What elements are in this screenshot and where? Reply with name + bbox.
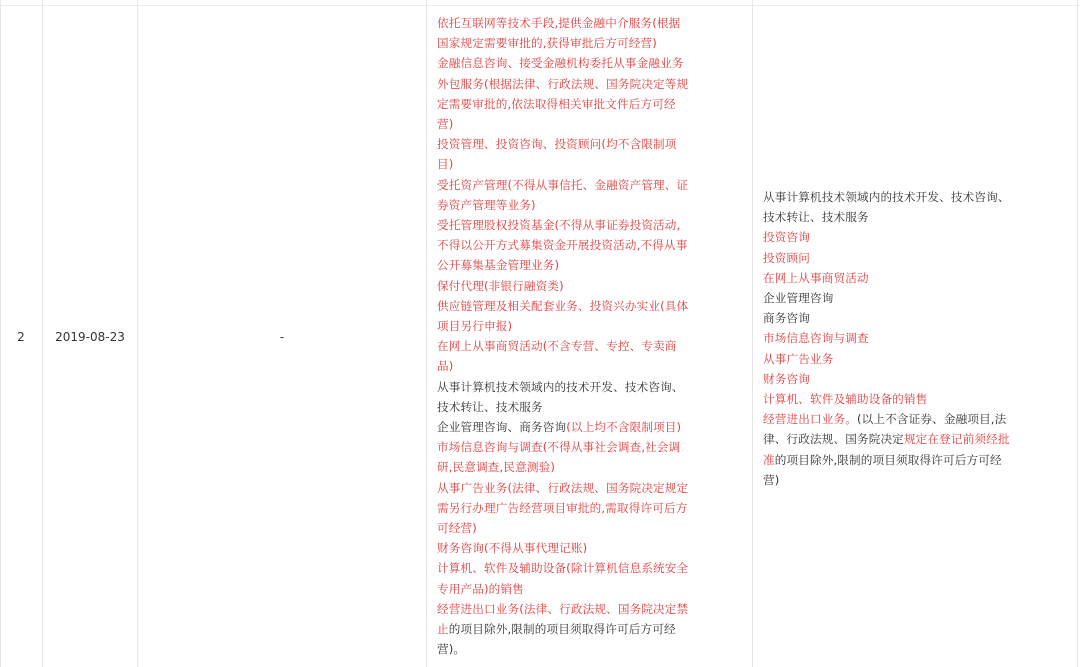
highlighted-text: 投资顾问: [763, 250, 810, 265]
text-line: [437, 377, 747, 397]
highlighted-text: 公开募集基金管理业务): [437, 258, 560, 273]
highlighted-text: 市场信息咨询与调查: [763, 331, 869, 346]
highlighted-text: 投资咨询: [763, 230, 810, 245]
text-line: [437, 53, 747, 73]
change-item: -: [279, 329, 285, 344]
text-line: [437, 579, 747, 599]
highlighted-text: 市场信息咨询与调查(不得从事社会调查,社会调: [437, 440, 681, 455]
column-divider: [426, 0, 427, 667]
plain-text: 从事计算机技术领域内的技术开发、技术咨询、: [437, 379, 684, 394]
row-index-cell: [0, 6, 42, 667]
text-line: [763, 389, 1073, 409]
plain-text: 技术转让、技术服务: [763, 210, 869, 225]
highlighted-text: 财务咨询(不得从事代理记账): [437, 541, 588, 556]
text-line: [437, 175, 747, 195]
text-line: [437, 74, 747, 94]
text-line: [437, 498, 747, 518]
highlighted-text: 在网上从事商贸活动(不含专营、专控、专卖商: [437, 339, 677, 354]
highlighted-text: 营): [437, 117, 454, 132]
plain-text: 的项目除外,限制的项目须取得许可后方可经: [774, 452, 1002, 467]
plain-text: 营): [763, 472, 780, 487]
highlighted-text: 品): [437, 359, 454, 374]
text-line: [437, 13, 747, 33]
text-line: [437, 619, 747, 639]
after-change-text: [763, 187, 1073, 490]
text-line: [437, 134, 747, 154]
plain-text: 商务咨询: [763, 311, 810, 326]
highlighted-text: 依托互联网等技术手段,提供金融中介服务(根据: [437, 16, 681, 30]
text-line: [763, 328, 1073, 348]
text-line: [763, 207, 1073, 227]
text-line: [437, 154, 747, 174]
highlighted-text: 保付代理(非银行融资类): [437, 278, 564, 293]
text-line: [763, 248, 1073, 268]
text-line: [763, 268, 1073, 288]
highlighted-text: 可经营): [437, 521, 477, 536]
highlighted-text: 止: [437, 622, 449, 637]
text-line: [437, 215, 747, 235]
highlighted-text: 从事广告业务(法律、行政法规、国务院决定规定: [437, 480, 689, 495]
highlighted-text: 受托资产管理(不得从事信托、金融资产管理、证: [437, 177, 689, 192]
plain-text: 律、行政法规、国务院决定: [763, 432, 904, 447]
plain-text: 营)。: [437, 642, 466, 657]
highlighted-text: 项目另行申报): [437, 319, 513, 334]
text-line: [763, 308, 1073, 328]
text-line: [763, 409, 1073, 429]
highlighted-text: 计算机、软件及辅助设备的销售: [763, 392, 928, 407]
highlighted-text: 从事广告业务: [763, 351, 834, 366]
text-line: [437, 276, 747, 296]
highlighted-text: 国家规定需要审批的,获得审批后方可经营): [437, 36, 657, 51]
highlighted-text: 定需要审批的,依法取得相关审批文件后方可经: [437, 96, 676, 111]
text-line: [437, 316, 747, 336]
highlighted-text: 受托管理股权投资基金(不得从事证券投资活动,: [437, 218, 681, 233]
text-line: [763, 450, 1073, 470]
plain-text: 技术转让、技术服务: [437, 399, 543, 414]
highlighted-text: 目): [437, 157, 454, 172]
highlighted-text: 需另行办理广告经营项目审批的,需取得许可后方: [437, 500, 688, 515]
highlighted-text: 规定在登记前须经批: [903, 432, 1010, 447]
plain-text: 企业管理咨询、商务咨询: [437, 420, 567, 435]
highlighted-text: 在网上从事商贸活动: [763, 270, 869, 285]
highlighted-text: 计算机、软件及辅助设备(除计算机信息系统安全: [437, 561, 689, 576]
change-date-cell: [43, 6, 137, 667]
text-line: [763, 470, 1073, 490]
highlighted-text: 专用产品)的销售: [437, 581, 524, 596]
highlighted-text: 研,民意调查,民意测验): [437, 460, 556, 475]
highlighted-text: 券资产管理等业务): [437, 197, 536, 212]
plain-text: 从事计算机技术领域内的技术开发、技术咨询、: [763, 190, 1010, 204]
text-line: [763, 349, 1073, 369]
text-line: [437, 639, 747, 659]
highlighted-text: 经营进出口业务。: [763, 412, 857, 427]
text-line: [437, 195, 747, 215]
highlighted-text: 经营进出口业务(法律、行政法规、国务院决定禁: [437, 601, 689, 616]
change-item-cell: [138, 6, 426, 667]
text-line: [437, 397, 747, 417]
highlighted-text: 金融信息咨询、接受金融机构委托从事金融业务: [437, 56, 684, 71]
text-line: [763, 288, 1073, 308]
text-line: [437, 558, 747, 578]
plain-text: (以上不含证券、金融项目,法: [856, 412, 1007, 427]
highlighted-text: 投资管理、投资咨询、投资顾问(均不含限制项: [437, 137, 677, 152]
text-line: [437, 235, 747, 255]
text-line: [437, 538, 747, 558]
text-line: [437, 336, 747, 356]
text-line: [763, 369, 1073, 389]
text-line: [437, 457, 747, 477]
text-line: [437, 33, 747, 53]
text-line: [437, 599, 747, 619]
highlighted-text: 准: [763, 452, 775, 467]
text-line: [437, 94, 747, 114]
plain-text: 的项目除外,限制的项目须取得许可后方可经: [448, 622, 676, 637]
highlighted-text: 供应链管理及相关配套业务、投资兴办实业(具体: [437, 298, 689, 313]
before-change-cell: [437, 13, 747, 660]
table-right-border: [1077, 0, 1078, 667]
text-line: [437, 114, 747, 134]
highlighted-text: 财务咨询: [763, 371, 810, 386]
text-line: [437, 478, 747, 498]
text-line: [437, 296, 747, 316]
text-line: [437, 255, 747, 275]
text-line: [763, 187, 1073, 207]
highlighted-text: 外包服务(根据法律、行政法规、国务院决定等规: [437, 76, 689, 91]
plain-text: 企业管理咨询: [763, 291, 834, 306]
change-date: 2019-08-23: [55, 329, 125, 344]
text-line: [437, 518, 747, 538]
after-change-cell: [763, 187, 1073, 490]
highlighted-text: 不得以公开方式募集资金开展投资活动,不得从事: [437, 238, 688, 253]
text-line: [763, 227, 1073, 247]
row-index: 2: [17, 329, 25, 344]
text-line: [437, 356, 747, 376]
column-divider: [752, 0, 753, 667]
text-line: [437, 437, 747, 457]
text-line: [437, 417, 747, 437]
before-change-text: [437, 13, 747, 660]
highlighted-text: (以上均不含限制项目): [566, 420, 682, 435]
text-line: [763, 429, 1073, 449]
